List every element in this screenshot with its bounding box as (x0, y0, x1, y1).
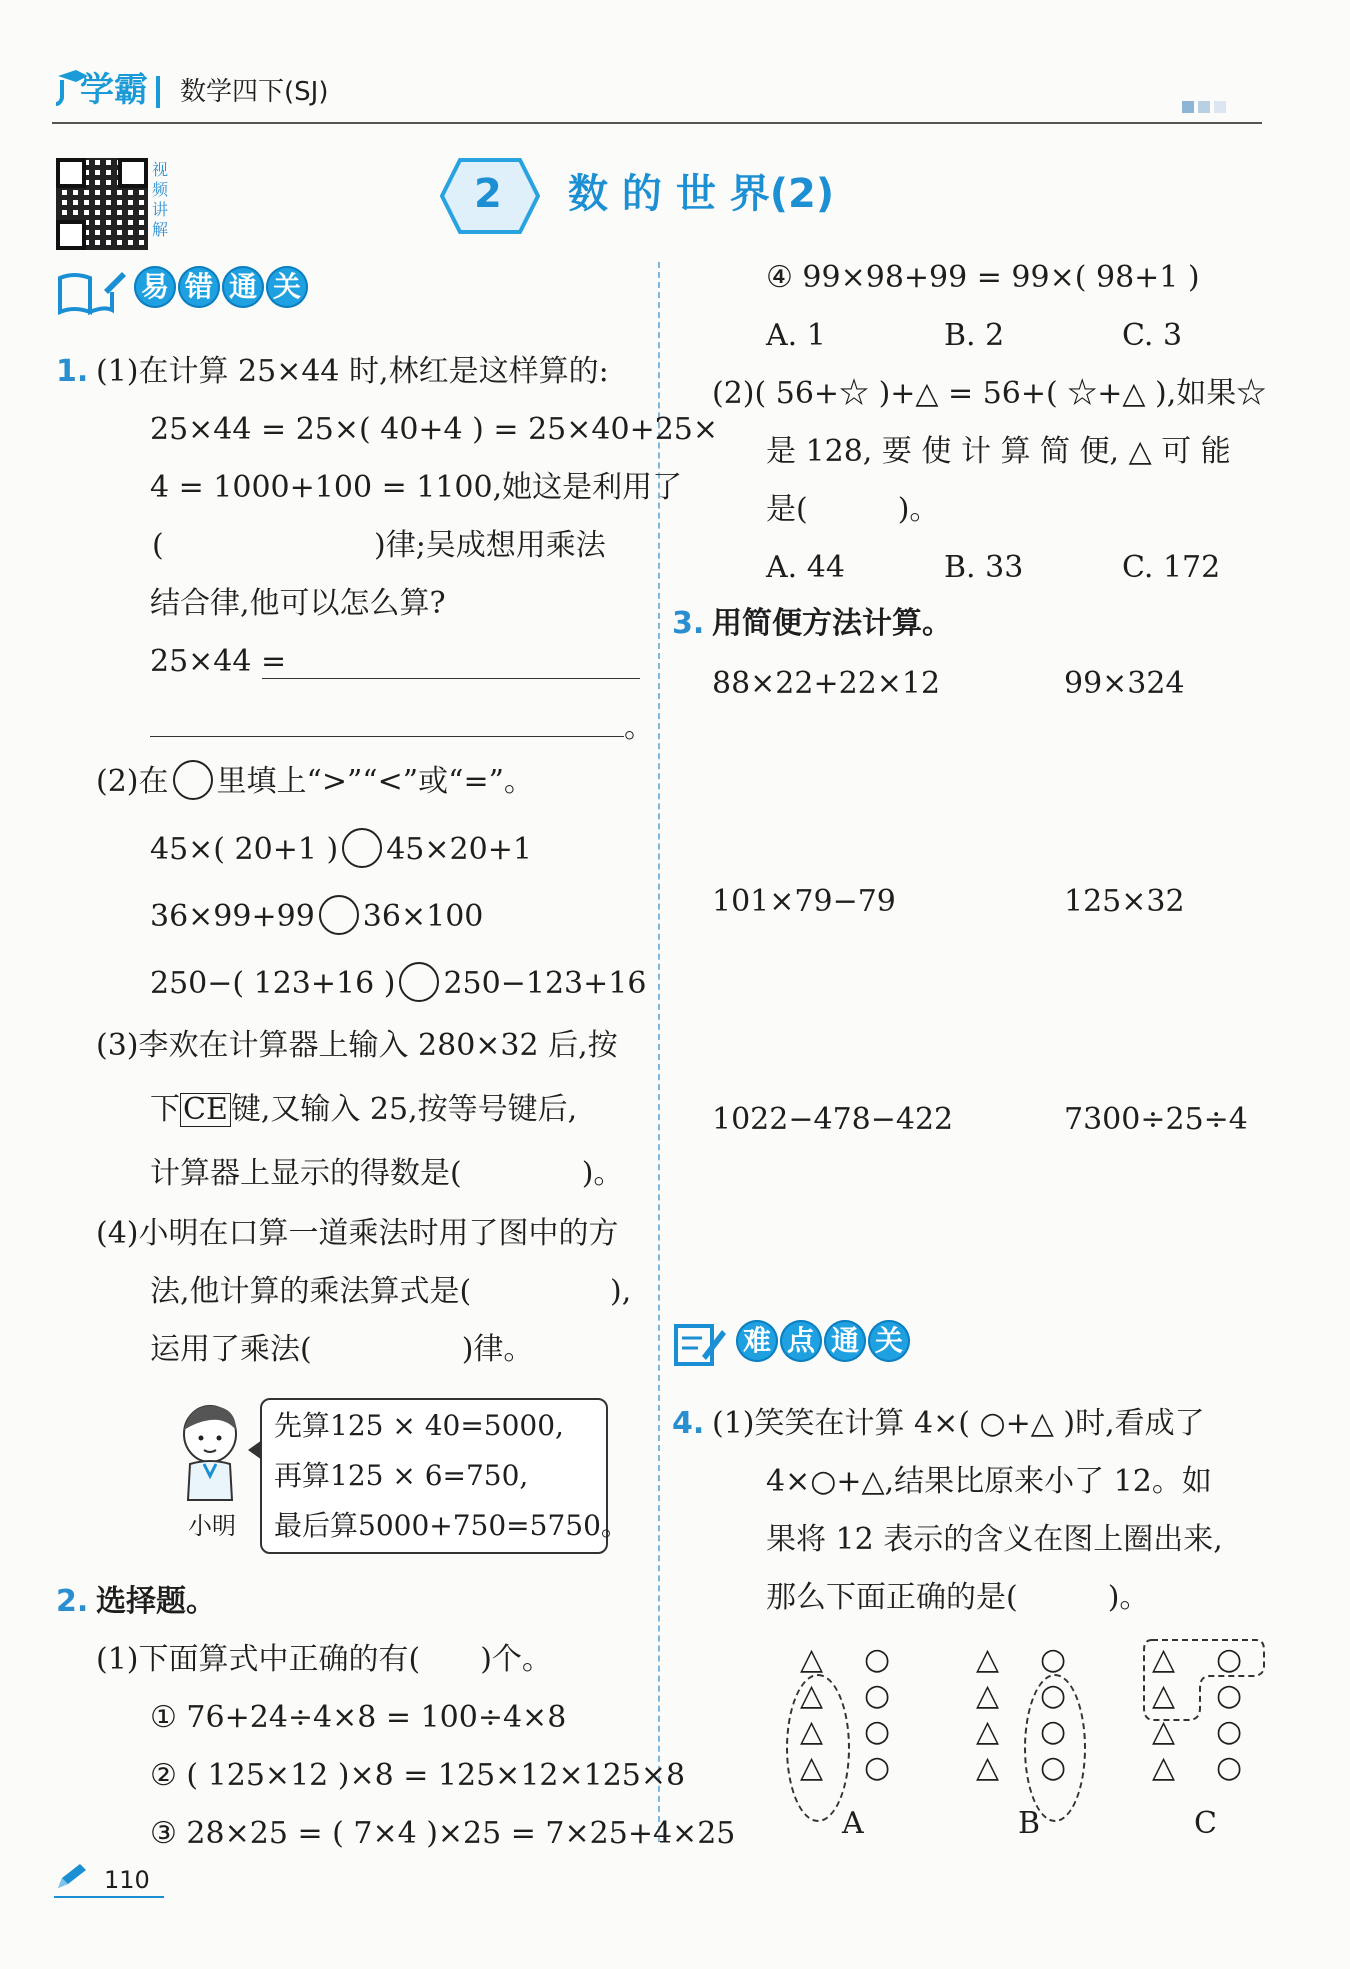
q1-p3-text-a: 下 (150, 1092, 180, 1127)
triangle: △ (976, 1678, 1000, 1713)
q4-line4: 那么下面正确的是( )。 (766, 1580, 1150, 1615)
q2-p2-choice-b[interactable]: B. 33 (944, 550, 1024, 585)
q1-p3-line1: (3)李欢在计算器上输入 280×32 后,按 (96, 1028, 618, 1063)
brand-logo: 学霸 (80, 70, 148, 110)
q2-p2-line1: (2)( 56+☆ )+△ = 56+( ☆+△ ),如果☆ (712, 376, 1267, 411)
q1-p4-line2-a: 法,他计算的乘法算式是( (150, 1274, 472, 1309)
q1-p1-end: 。 (624, 710, 654, 745)
q1-p2-expr3 (150, 964, 646, 1005)
q4-figure-a[interactable] (790, 1640, 910, 1850)
triangle: △ (1152, 1714, 1176, 1749)
q4-line2: 4×○+△,结果比原来小了 12。如 (766, 1464, 1212, 1499)
section-title-char: 难 (736, 1320, 778, 1362)
qr-code[interactable] (56, 158, 148, 250)
q2-number: 2. (56, 1584, 89, 1619)
section-title-char: 关 (266, 266, 308, 308)
circle: ○ (1040, 1678, 1067, 1713)
q3-expr: 99×324 (1064, 666, 1185, 701)
chapter-title: 数 的 世 界(2) (568, 171, 835, 217)
triangle: △ (976, 1642, 1000, 1677)
circle: ○ (1216, 1678, 1243, 1713)
q1-p3-text-b: 键,又输入 25,按等号键后, (230, 1092, 578, 1127)
section-title-char: 通 (824, 1320, 866, 1362)
triangle: △ (1152, 1750, 1176, 1785)
circle: ○ (864, 1678, 891, 1713)
compare-answer-circle[interactable] (342, 828, 382, 868)
q1-p1-line6: 25×44 = (150, 644, 287, 679)
q2-p2-line2: 是 128, 要 使 计 算 简 便, △ 可 能 (766, 434, 1231, 469)
circle: ○ (1216, 1714, 1243, 1749)
q1-p1-line3: 4 = 1000+100 = 1100,她这是利用了 (150, 470, 683, 505)
qr-label: 视频讲解 (152, 160, 169, 239)
q2-p2-choice-c[interactable]: C. 172 (1122, 550, 1221, 585)
q3-expr: 88×22+22×12 (712, 666, 941, 701)
boy-illustration (170, 1400, 250, 1504)
chapter-number: 2 (474, 171, 502, 217)
triangle: △ (976, 1750, 1000, 1785)
q1-p1-line2: 25×44 = 25×( 40+4 ) = 25×40+25× (150, 412, 719, 447)
expr-left: 36×99+99 (150, 899, 315, 934)
bubble-line: 最后算5000+750=5750。 (274, 1509, 629, 1542)
q1-p4-line2-b: ), (610, 1274, 632, 1309)
section-title-char: 通 (222, 266, 264, 308)
triangle: △ (800, 1714, 824, 1749)
circle: ○ (1040, 1714, 1067, 1749)
ce-key: CE (180, 1093, 231, 1127)
header-rule (52, 122, 1262, 124)
footer-rule (54, 1896, 164, 1898)
q1-p2-text-b: 里填上“>”“<”或“=”。 (216, 764, 534, 799)
header (52, 62, 1262, 126)
q2-option-4: ④ 99×98+99 = 99×( 98+1 ) (766, 260, 1200, 295)
q1-p2-instruction (96, 762, 534, 803)
expr-right: 45×20+1 (386, 832, 532, 867)
q2-option-2: ② ( 125×12 )×8 = 125×12×125×8 (150, 1758, 686, 1793)
q1-p3-line3: 计算器上显示的得数是( )。 (150, 1156, 624, 1191)
triangle: △ (1152, 1678, 1176, 1713)
q1-p4-line3: 运用了乘法( )律。 (150, 1332, 534, 1367)
q2-p2-line3: 是( )。 (766, 492, 940, 527)
q3-title: 用简便方法计算。 (712, 606, 952, 641)
circle: ○ (864, 1750, 891, 1785)
triangle: △ (976, 1714, 1000, 1749)
expr-left: 45×( 20+1 ) (150, 832, 339, 867)
q4-figure-b[interactable] (966, 1640, 1086, 1850)
compare-answer-circle[interactable] (399, 962, 439, 1002)
circle: ○ (1040, 1750, 1067, 1785)
q3-number: 3. (672, 606, 705, 641)
expr-right: 250−123+16 (443, 966, 647, 1001)
section-title-difficult-points (736, 1320, 912, 1362)
q4-figure-c[interactable] (1142, 1640, 1268, 1850)
section-title-easy-mistakes (134, 266, 310, 308)
section-title-char: 错 (178, 266, 220, 308)
boy-label: 小明 (188, 1512, 236, 1540)
triangle: △ (800, 1642, 824, 1677)
book-title: 数学四下(SJ) (180, 77, 329, 107)
q2-p1-choice-a[interactable]: A. 1 (766, 318, 826, 353)
q1-p2-expr2 (150, 897, 483, 938)
pencil-icon (54, 1862, 90, 1892)
q1-p3-line2 (150, 1090, 577, 1130)
open-book-icon (56, 268, 128, 316)
q1-p4-line1: (4)小明在口算一道乘法时用了图中的方 (96, 1216, 619, 1251)
section-title-char: 易 (134, 266, 176, 308)
brand-divider (156, 76, 160, 108)
expr-right: 36×100 (362, 899, 484, 934)
speech-bubble (260, 1398, 629, 1554)
q3-expr: 7300÷25÷4 (1064, 1102, 1248, 1137)
q3-expr: 125×32 (1064, 884, 1185, 919)
q1-p1-line5: 结合律,他可以怎么算? (150, 586, 446, 621)
q1-p2-expr1 (150, 830, 532, 871)
q2-option-1: ① 76+24÷4×8 = 100÷4×8 (150, 1700, 567, 1735)
q1-p1-line4-rest: )律;吴成想用乘法 (374, 528, 606, 563)
q2-p1-choice-b[interactable]: B. 2 (944, 318, 1005, 353)
circle: ○ (1216, 1642, 1243, 1677)
bubble-line: 先算125 × 40=5000, (274, 1409, 564, 1442)
triangle: △ (1152, 1642, 1176, 1677)
page-number: 110 (104, 1866, 150, 1894)
triangle: △ (800, 1750, 824, 1785)
q1-p2-text-a: (2)在 (96, 764, 169, 799)
circle: ○ (864, 1642, 891, 1677)
q4-line1: (1)笑笑在计算 4×( ○+△ )时,看成了 (712, 1406, 1205, 1441)
expr-left: 250−( 123+16 ) (150, 966, 396, 1001)
circle: ○ (1040, 1642, 1067, 1677)
q2-p1: (1)下面算式中正确的有( )个。 (96, 1642, 552, 1677)
circle: ○ (864, 1714, 891, 1749)
compare-circle (173, 760, 213, 800)
figure-label: A (842, 1806, 864, 1841)
triangle: △ (800, 1678, 824, 1713)
q2-title: 选择题。 (96, 1584, 216, 1619)
circle: ○ (1216, 1750, 1243, 1785)
section-title-char: 关 (868, 1320, 910, 1362)
figure-label: C (1194, 1806, 1217, 1841)
header-deco-blocks (1182, 98, 1226, 117)
q1-number: 1. (56, 354, 89, 389)
section-title-char: 点 (780, 1320, 822, 1362)
q3-expr: 101×79−79 (712, 884, 896, 919)
answer-line[interactable] (150, 736, 624, 737)
q4-number: 4. (672, 1406, 705, 1441)
q2-option-3: ③ 28×25 = ( 7×4 )×25 = 7×25+4×25 (150, 1816, 736, 1851)
q4-line3: 果将 12 表示的含义在图上圈出来, (766, 1522, 1223, 1557)
answer-line[interactable] (262, 678, 640, 679)
compare-answer-circle[interactable] (319, 895, 359, 935)
q1-p1-line1: (1)在计算 25×44 时,林红是这样算的: (96, 354, 609, 389)
q2-p2-choice-a[interactable]: A. 44 (766, 550, 845, 585)
q1-p1-line4-open: ( (152, 528, 164, 563)
notepad-pencil-icon (672, 1320, 728, 1368)
bubble-line: 再算125 × 6=750, (274, 1459, 529, 1492)
figure-label: B (1018, 1806, 1041, 1841)
q3-expr: 1022−478−422 (712, 1102, 954, 1137)
q2-p1-choice-c[interactable]: C. 3 (1122, 318, 1183, 353)
